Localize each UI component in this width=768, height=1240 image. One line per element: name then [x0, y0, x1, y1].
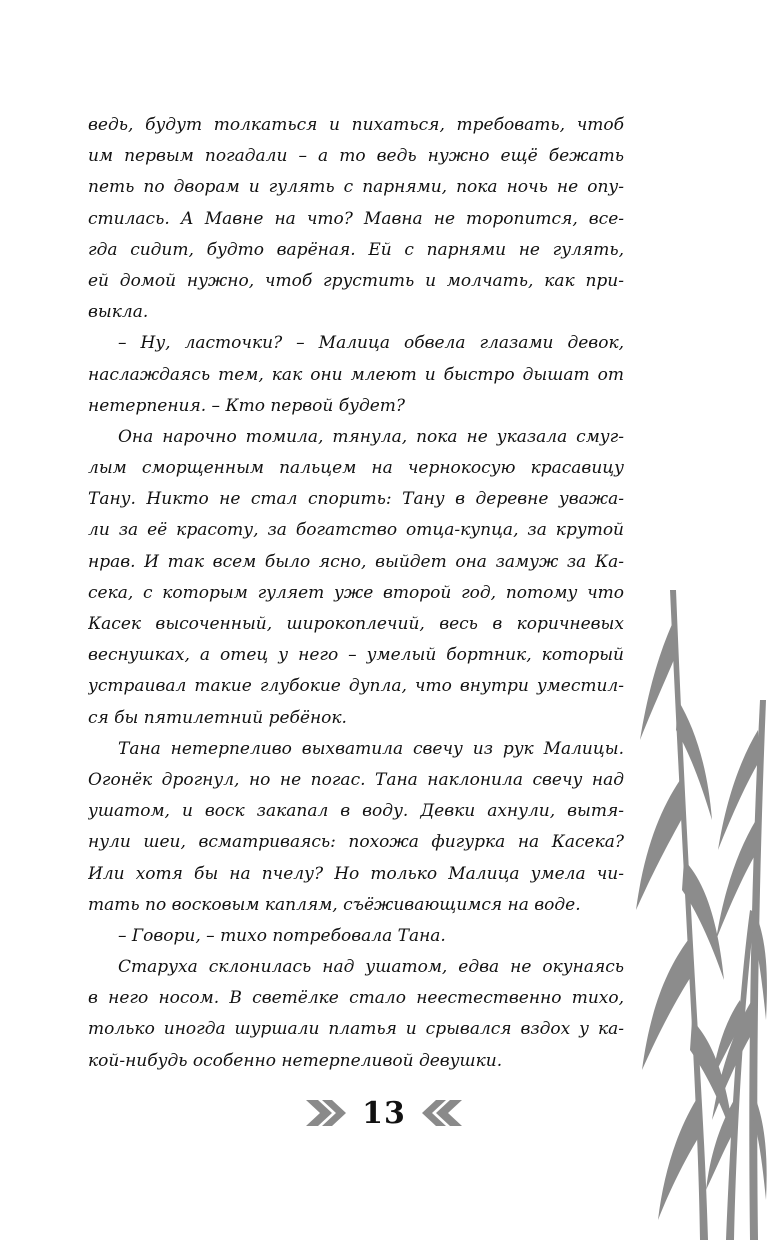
text-line: сека, с которым гуляет уже второй год, потому что: [88, 582, 624, 603]
page-number: 13: [362, 1095, 406, 1131]
text-line: ся бы пятилетний ребёнок.: [88, 707, 347, 728]
text-line: устраивал такие глубокие дупла, что внутри уместил-: [88, 676, 624, 697]
text-line: нули шеи, всматриваясь: похожа фигурка на Касека?: [88, 832, 624, 853]
text-line: Тана нетерпеливо выхватила свечу из рук Малицы.: [118, 738, 624, 759]
text-line: петь по дворам и гулять с парнями, пока ночь не опу-: [88, 177, 624, 198]
text-line: ли за её красоту, за богатство отца-купца, за крутой: [88, 520, 624, 541]
text-line: Огонёк дрогнул, но не погас. Тана наклонила свечу над: [88, 769, 624, 790]
text-line: тать по восковым каплям, съёживающимся на воде.: [88, 894, 581, 915]
body-text: [88, 110, 624, 1077]
text-line: Тану. Никто не стал спорить: Тану в деревне уважа-: [88, 489, 624, 510]
text-line: ей домой нужно, чтоб грустить и молчать, как при-: [88, 270, 624, 291]
text-line: ушатом, и воск закапал в воду. Девки ахнули, вытя-: [88, 801, 624, 822]
text-line: стилась. А Мавне на что? Мавна не торопится, все-: [88, 208, 624, 229]
text-line: кой-нибудь особенно нетерпеливой девушки.: [88, 1050, 503, 1071]
text-line: только иногда шуршали платья и срывался вздох у ка-: [88, 1019, 624, 1040]
text-line: Касек высоченный, широкоплечий, весь в коричневых: [88, 614, 624, 634]
text-line: наслаждаясь тем, как они млеют и быстро дышат от: [88, 364, 624, 385]
text-line: Старуха склонилась над ушатом, едва не окунаясь: [118, 957, 624, 978]
text-line: выкла.: [88, 302, 149, 323]
text-line: гда сидит, будто варёная. Ей с парнями не гулять,: [88, 239, 624, 260]
text-line: Она нарочно томила, тянула, пока не указала смуг-: [118, 426, 624, 447]
text-line: в него носом. В светёлке стало неестественно тихо,: [88, 988, 624, 1009]
chevron-left-ornament-icon: [420, 1098, 464, 1128]
text-line: – Ну, ласточки? – Малица обвела глазами девок,: [118, 333, 624, 354]
chevron-right-ornament-icon: [304, 1098, 348, 1128]
text-line: Или хотя бы на пчелу? Но только Малица умела чи-: [88, 863, 624, 884]
text-line: нетерпения. – Кто первой будет?: [88, 395, 406, 416]
text-line: нрав. И так всем было ясно, выйдет она замуж за Ка-: [88, 551, 624, 572]
text-line: ведь, будут толкаться и пихаться, требовать, чтоб: [88, 115, 624, 135]
text-line: им первым погадали – а то ведь нужно ещё бежать: [88, 146, 624, 167]
grass-decoration-icon: [600, 580, 768, 1240]
text-line: – Говори, – тихо потребовала Тана.: [118, 925, 446, 946]
text-line: веснушках, а отец у него – умелый бортник, который: [88, 645, 624, 666]
text-line: лым сморщенным пальцем на чернокосую красавицу: [88, 458, 624, 479]
